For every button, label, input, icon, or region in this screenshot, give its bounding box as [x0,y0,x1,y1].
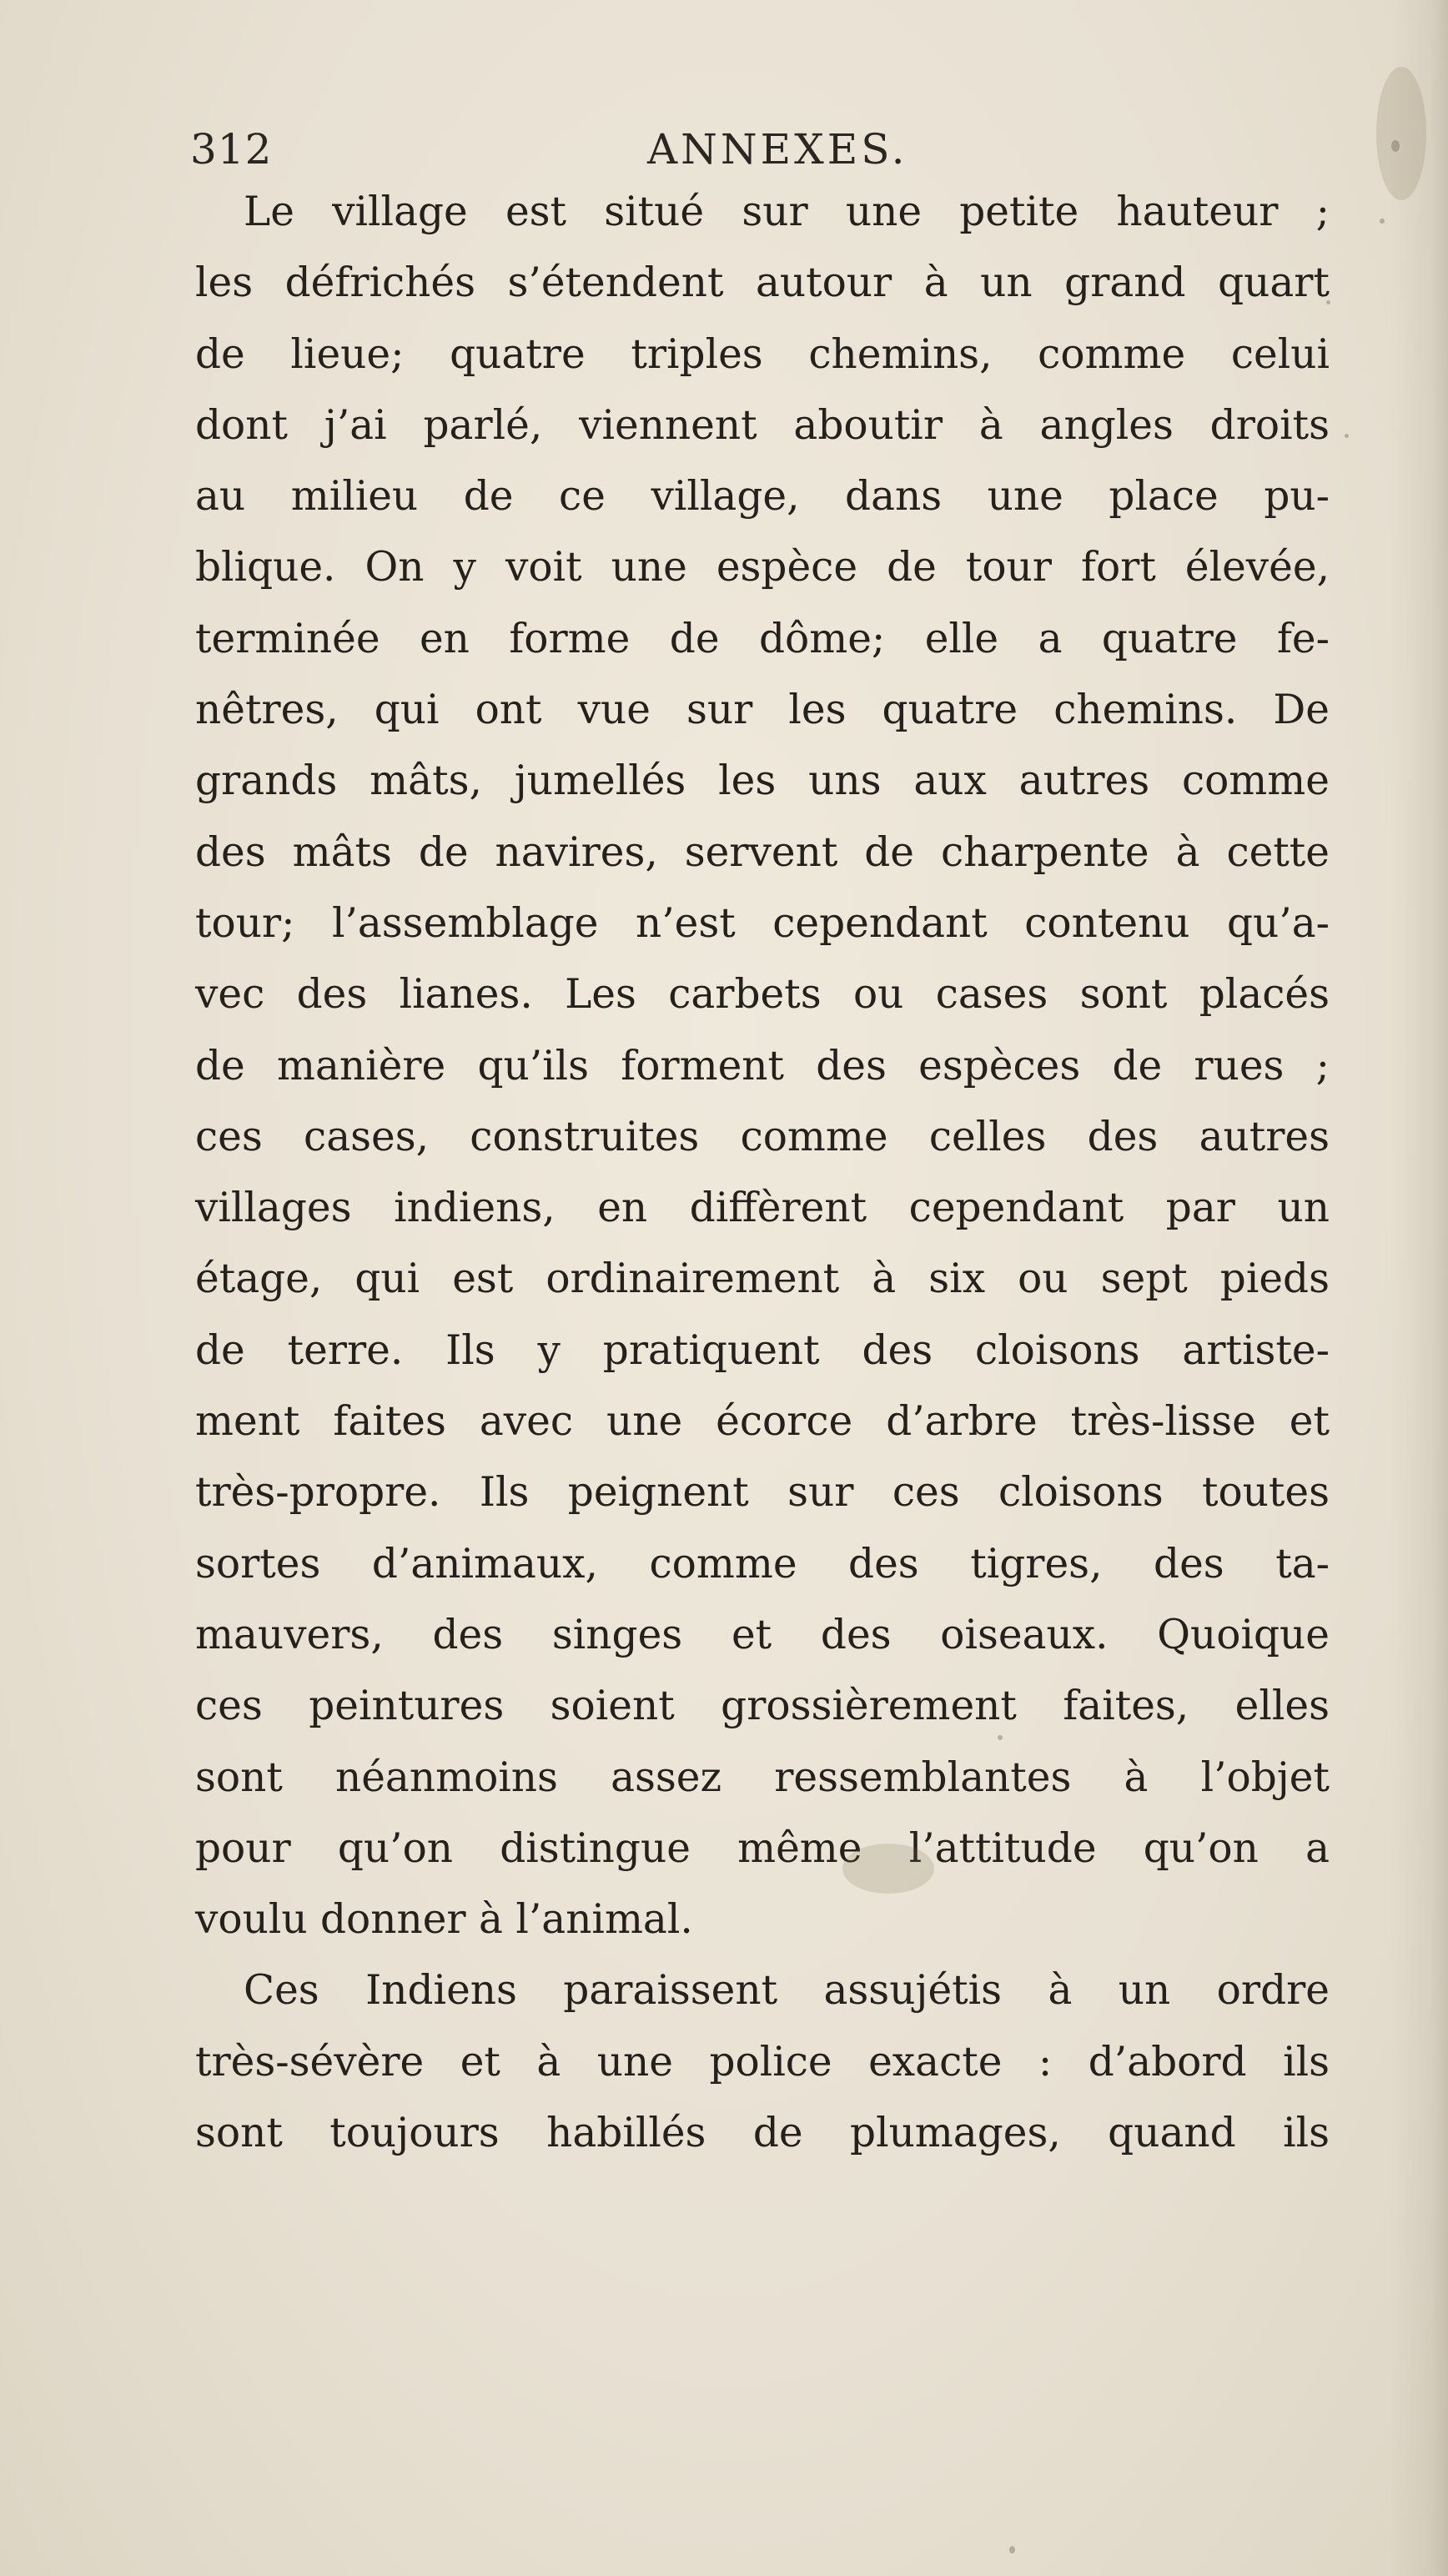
page-number: 312 [190,125,273,174]
paper-smudge [842,1844,934,1894]
text-line: sont néanmoins assez ressemblantes à l’objet [195,1753,1330,1801]
text-line: Le village est situé sur une petite hauteur ; [244,189,1330,235]
paper-speck [1345,434,1349,438]
text-line: blique. On y voit une espèce de tour fort élevée, [195,544,1330,591]
text-line: nêtres, qui ont vue sur les quatre chemins. De [195,687,1330,734]
text-line: grands mâts, jumellés les uns aux autres comme [195,757,1330,805]
text-line: de lieue; quatre triples chemins, comme celui [195,330,1330,378]
text-line: mauvers, des singes et des oiseaux. Quoique [195,1611,1330,1658]
paper-smudge [1376,67,1426,200]
body-text [195,177,1330,2169]
text-line: ces peintures soient grossièrement faites, elles [195,1683,1330,1730]
text-line: sont toujours habillés de plumages, quand ils [195,2110,1330,2157]
text-line: au milieu de ce village, dans une place pu- [195,473,1330,521]
text-line: étage, qui est ordinairement à six ou sept pieds [195,1255,1330,1303]
text-line: vec des lianes. Les carbets ou cases sont placés [195,971,1330,1019]
text-line: les défrichés s’étendent autour à un grand quart [195,259,1330,307]
text-line: de manière qu’ils forment des espèces de rues ; [195,1042,1330,1089]
text-line: terminée en forme de dôme; elle a quatre fe- [195,615,1330,662]
text-line: ment faites avec une écorce d’arbre très-lisse et [195,1398,1330,1446]
paragraph-end-line: voulu donner à l’animal. [195,1896,693,1944]
paper-speck [1009,2546,1015,2553]
text-line: très-propre. Ils peignent sur ces cloisons toutes [195,1469,1330,1517]
text-line: Ces Indiens paraissent assujétis à un ordre [244,1967,1330,2015]
paper-speck [998,1735,1003,1740]
text-line: pour qu’on distingue même l’attitude qu’on a [195,1824,1330,1872]
running-head [0,125,1448,184]
running-title: ANNEXES. [647,125,908,174]
paper-speck [1326,300,1330,304]
text-line: tour; l’assemblage n’est cependant contenu qu’a- [195,899,1330,947]
text-line: ces cases, construites comme celles des autres [195,1113,1330,1160]
text-line: dont j’ai parlé, viennent aboutir à angles droits [195,401,1330,449]
text-line: sortes d’animaux, comme des tigres, des ta- [195,1540,1330,1587]
text-line: très-sévère et à une police exacte : d’abord ils [195,2038,1330,2085]
text-line: de terre. Ils y pratiquent des cloisons artiste- [195,1326,1330,1374]
text-line: des mâts de navires, servent de charpente à cette [195,828,1330,876]
page-edge-shadow [1390,0,1448,2576]
paper-speck [1380,219,1385,224]
text-line: villages indiens, en diffèrent cependant par un [195,1185,1330,1232]
